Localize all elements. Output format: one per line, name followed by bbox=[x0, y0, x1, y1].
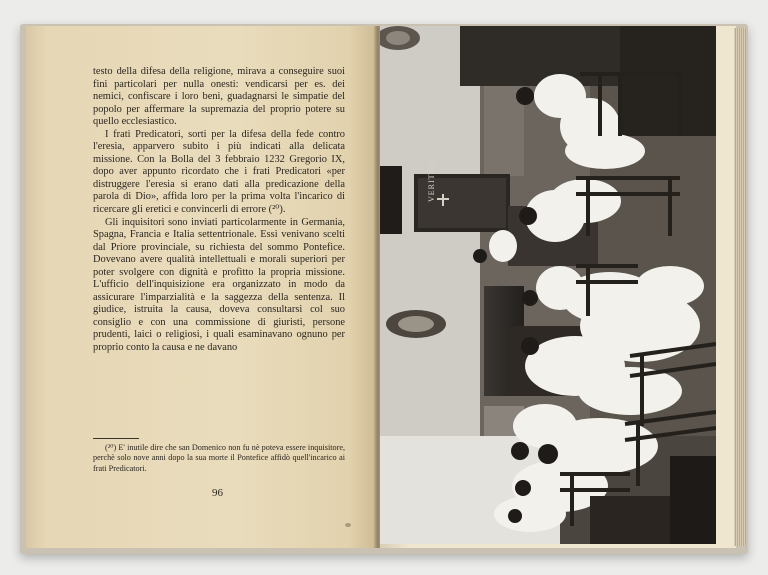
photo-sign: VERITAS bbox=[427, 161, 436, 202]
footnote bbox=[93, 443, 345, 474]
paragraph-2: I frati Predicatori, sorti per la difesa della fede contro l'eresia, apparvero subito i più indicati alla delicata missione. Con la Bolla del 3 febbraio 1232 Gregorio IX, dopo aver appunto ricordato che i frati Predicatori «per distruggere l'eresia si erano dati alla predicazione della parola di Dio», affida loro per la prima volta l'incarico di ricercare gli eretici e convincerli di errore (²⁰). bbox=[93, 128, 345, 216]
footnote-rule bbox=[93, 438, 139, 439]
photo-friars-tribunal bbox=[380, 26, 716, 544]
body-text bbox=[93, 66, 345, 355]
footnote-text: (²⁰) E' inutile dire che san Domenico non fu nè poteva essere inquisitore, perchè solo nove anni dopo la sua morte il Pontefice affidò quell'incarico ai frati Predicatori. bbox=[93, 443, 345, 473]
paragraph-1: testo della difesa della religione, mirava a conseguire suoi fini particolari per nulla onesti: vendicarsi per es. dei nemici, confiscare i loro beni, guadagnarsi le simpatie del popolo per affermare la supremazia del proprio potere su quello ecclesiastico. bbox=[93, 66, 345, 128]
page-number: 96 bbox=[212, 487, 223, 499]
photograph bbox=[380, 26, 716, 544]
paragraph-3: Gli inquisitori sono inviati particolarmente in Germania, Spagna, Francia e Italia settentrionale. Essi venivano scelti dal Priore provinciale, su richiesta del sommo Pontefice. Dovevano avere qualità intellettuali e morali superiori per poter svolgere con dignità e profitto la propria missione. L'ufficio dell'inquisizione era organizzato in modo da assicurare l'imparzialità e la saggezza della sentenza. Il giudice, istruita la causa, doveva consultarsi col suo consiglio e con una commissione di giuristi, persone prudenti, laici o religiosi, i quali esaminavano ognuno per proprio conto la causa e ne davano bbox=[93, 216, 345, 354]
page-edges bbox=[734, 28, 746, 546]
paper-stain bbox=[345, 523, 351, 527]
